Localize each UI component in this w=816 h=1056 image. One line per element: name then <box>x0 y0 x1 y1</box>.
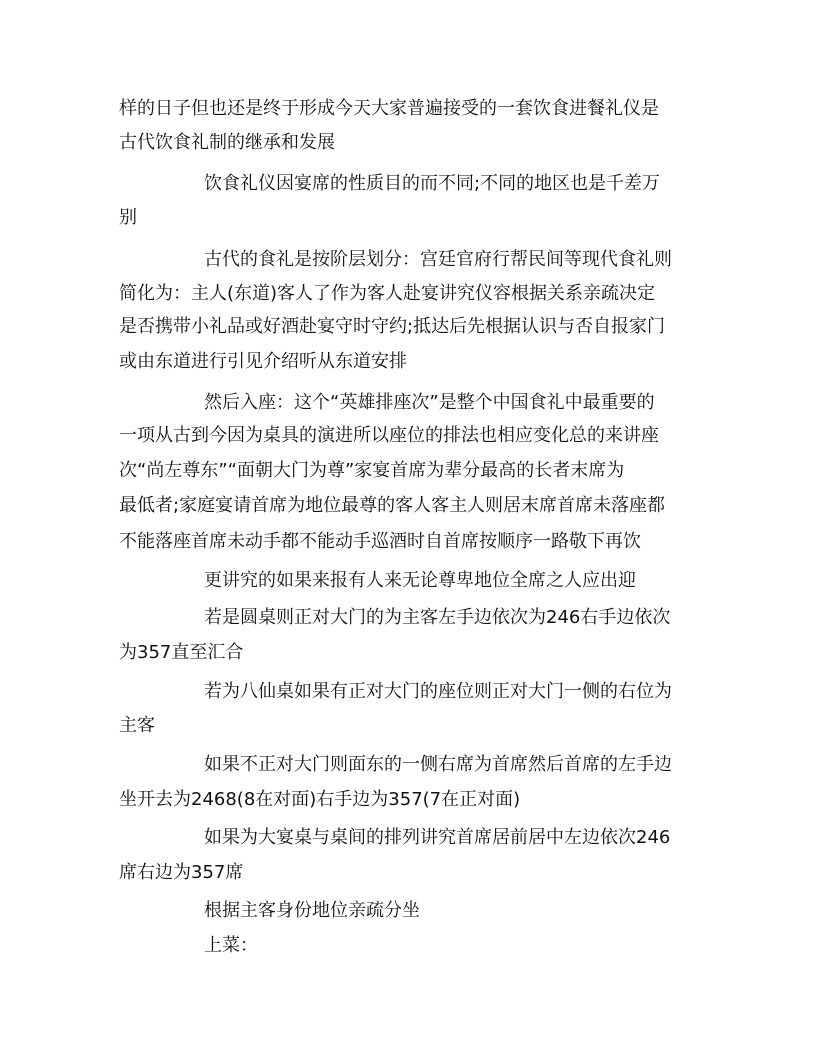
text-line: 古代饮食礼制的继承和发展 <box>119 132 335 153</box>
text-line: 然后入座：这个“英雄排座次”是整个中国食礼中最重要的 <box>204 392 655 413</box>
text-line: 若为八仙桌如果有正对大门的座位则正对大门一侧的右位为 <box>204 681 672 702</box>
text-line: 最低者;家庭宴请首席为地位最尊的客人客主人则居末席首席未落座都 <box>119 495 666 516</box>
text-line: 不能落座首席未动手都不能动手巡酒时自首席按顺序一路敬下再饮 <box>119 531 641 552</box>
text-line: 坐开去为2468(8在对面)右手边为357(7在正对面) <box>119 789 521 810</box>
text-line: 一项从古到今因为桌具的演进所以座位的排法也相应变化总的来讲座 <box>119 425 659 446</box>
text-line: 席右边为357席 <box>119 862 244 883</box>
text-line: 更讲究的如果来报有人来无论尊卑地位全席之人应出迎 <box>204 570 636 591</box>
text-line: 主客 <box>119 715 155 736</box>
text-line: 是否携带小礼品或好酒赴宴守时守约;抵达后先根据认识与否自报家门 <box>119 316 666 337</box>
text-line: 简化为：主人(东道)客人了作为客人赴宴讲究仪容根据关系亲疏决定 <box>119 283 656 304</box>
text-line: 或由东道进行引见介绍听从东道安排 <box>119 351 407 372</box>
text-line: 根据主客身份地位亲疏分坐 <box>204 900 420 921</box>
text-line: 为357直至汇合 <box>119 642 244 663</box>
text-line: 饮食礼仪因宴席的性质目的而不同;不同的地区也是千差万 <box>204 173 661 194</box>
text-line: 古代的食礼是按阶层划分：宫廷官府行帮民间等现代食礼则 <box>204 249 672 270</box>
text-line: 如果为大宴桌与桌间的排列讲究首席居前居中左边依次246 <box>204 827 671 848</box>
text-line: 若是圆桌则正对大门的为主客左手边依次为246右手边依次 <box>204 607 671 628</box>
text-line: 别 <box>119 207 137 228</box>
text-line: 如果不正对大门则面东的一侧右席为首席然后首席的左手边 <box>204 754 672 775</box>
text-line: 次“尚左尊东”“面朝大门为尊”家宴首席为辈分最高的长者末席为 <box>119 460 625 481</box>
text-line: 上菜： <box>204 935 258 956</box>
text-line: 样的日子但也还是终于形成今天大家普遍接受的一套饮食进餐礼仪是 <box>119 98 659 119</box>
